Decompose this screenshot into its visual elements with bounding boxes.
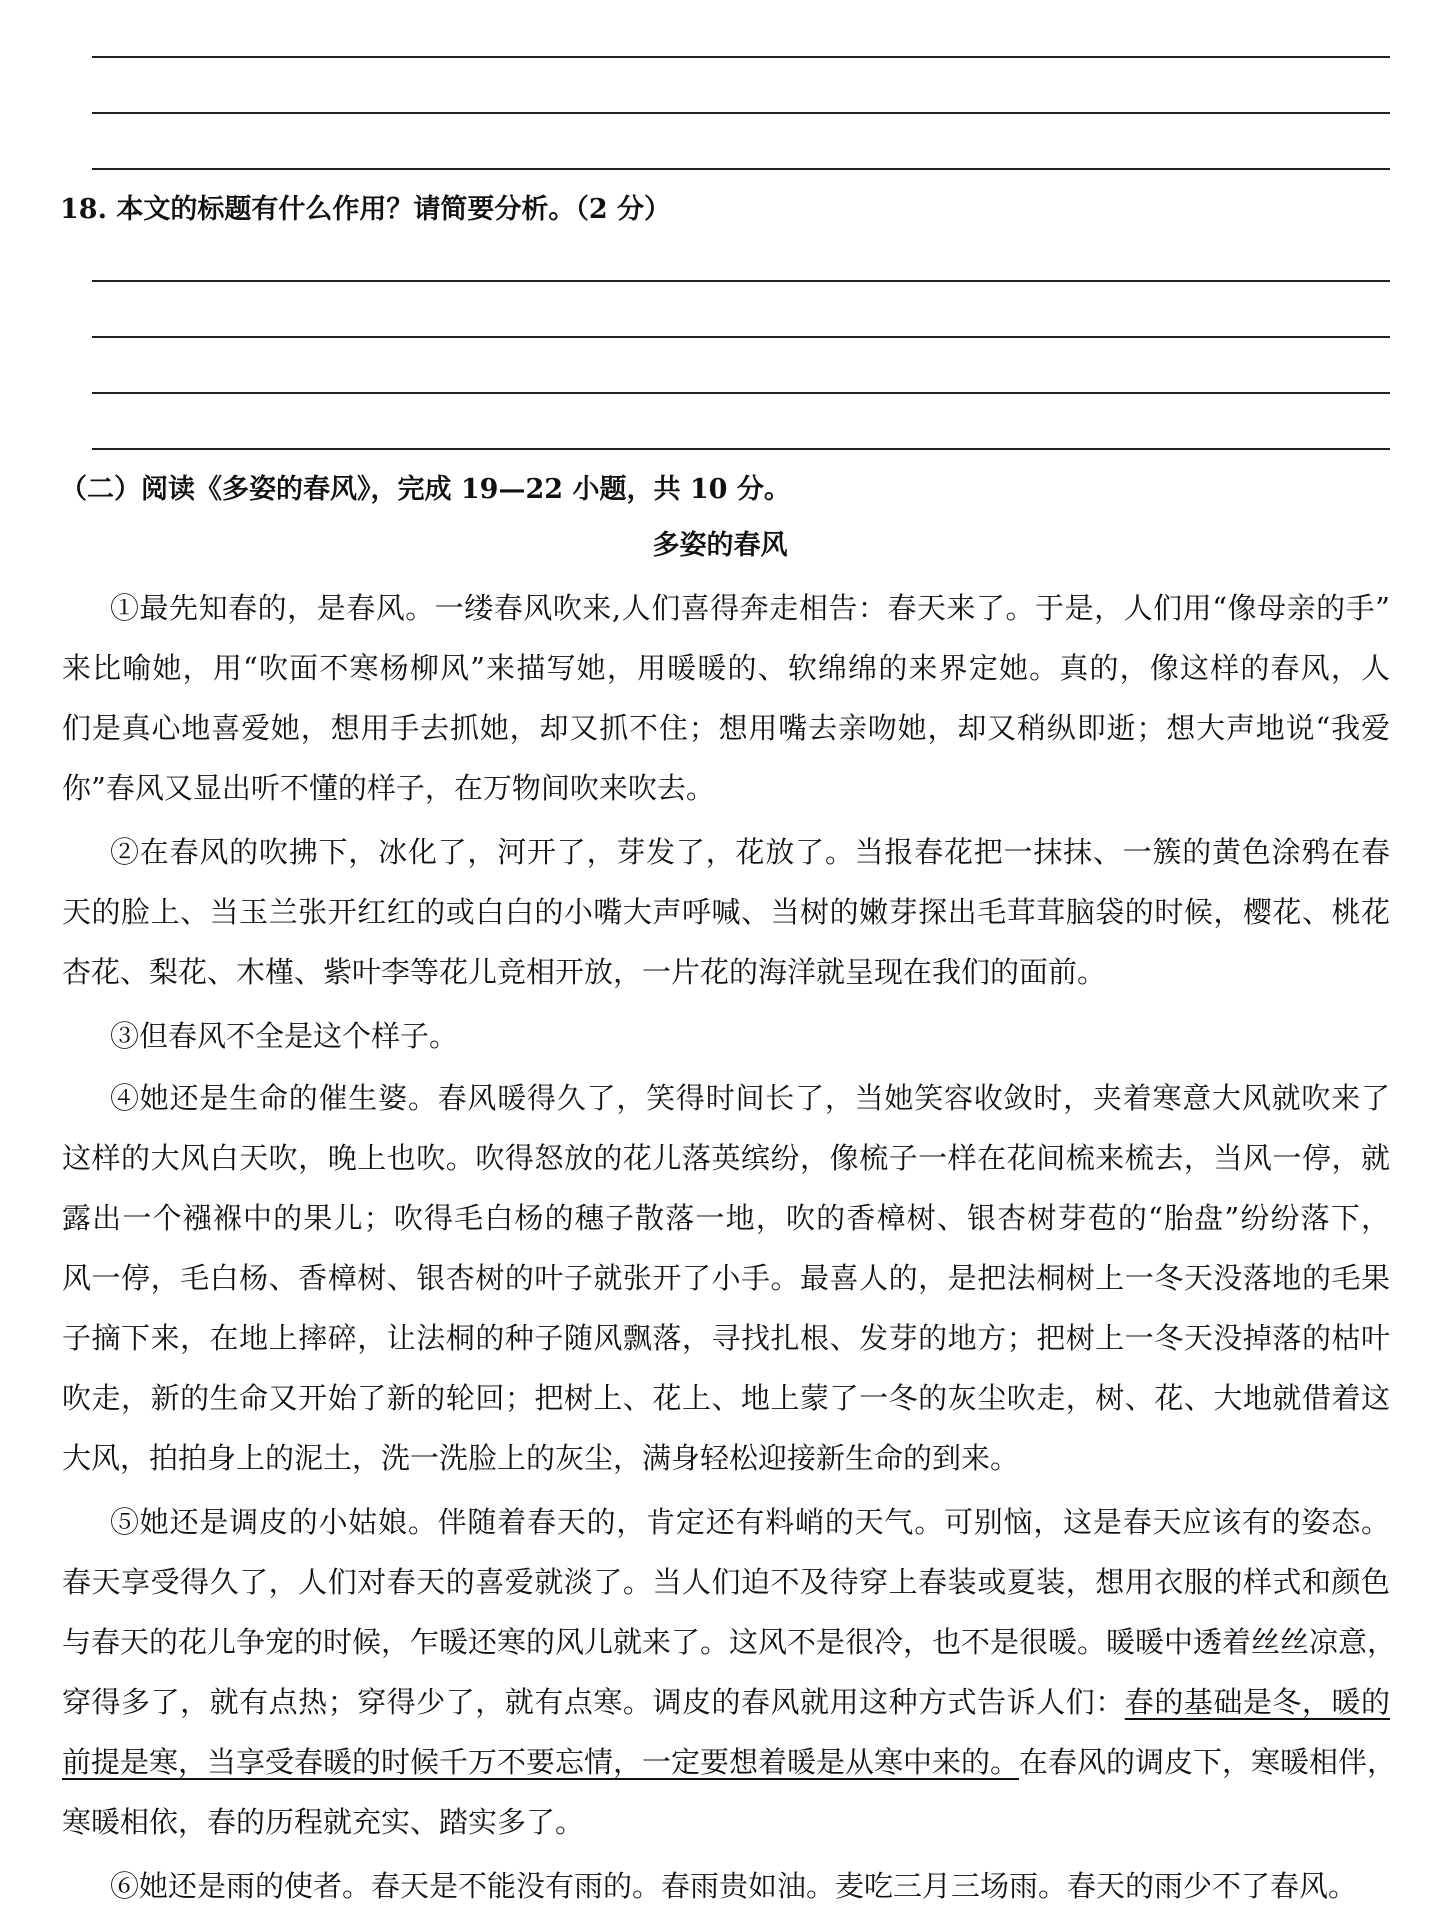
section-heading: （二）阅读《多姿的春风》，完成 19—22 小题，共 10 分。 bbox=[60, 474, 791, 505]
paragraph-line: 子摘下来，在地上摔碎，让法桐的种子随风飘落，寻找扎根、发芽的地方；把树上一冬天没掉落的枯叶 bbox=[62, 1321, 1390, 1355]
underlined-sentence: 前提是寒，当享受春暖的时候千万不要忘情，一定要想着暖是从寒中来的。 bbox=[62, 1745, 1020, 1779]
line-text: 穿得多了，就有点热；穿得少了，就有点寒。调皮的春风就用这种方式告诉人们： bbox=[62, 1685, 1125, 1719]
paragraph-line: ⑤她还是调皮的小姑娘。伴随着春天的，肯定还有料峭的天气。可别恼，这是春天应该有的姿态。 bbox=[110, 1505, 1390, 1539]
paragraph-line: ③但春风不全是这个样子。 bbox=[110, 1019, 459, 1053]
answer-line[interactable] bbox=[92, 112, 1390, 114]
line-text: 在春风的调皮下，寒暖相伴， bbox=[1019, 1745, 1397, 1779]
paragraph-line: ②在春风的吹拂下，冰化了，河开了，芽发了，花放了。当报春花把一抹抹、一簇的黄色涂鸦在春 bbox=[110, 835, 1390, 869]
underlined-sentence: 春的基础是冬，暖的 bbox=[1124, 1685, 1390, 1719]
paragraph-line: 杏花、梨花、木槿、紫叶李等花儿竞相开放，一片花的海洋就呈现在我们的面前。 bbox=[62, 955, 1107, 989]
article-title: 多姿的春风 bbox=[652, 530, 788, 561]
paragraph-line: 来比喻她，用“吹面不寒杨柳风”来描写她，用暖暖的、软绵绵的来界定她。真的，像这样的春风，人 bbox=[62, 651, 1390, 685]
answer-line[interactable] bbox=[92, 336, 1390, 338]
paragraph-line: 吹走，新的生命又开始了新的轮回；把树上、花上、地上蒙了一冬的灰尘吹走，树、花、大地就借着这 bbox=[62, 1381, 1390, 1415]
paragraph-line: 风一停，毛白杨、香樟树、银杏树的叶子就张开了小手。最喜人的，是把法桐树上一冬天没落地的毛果 bbox=[62, 1261, 1390, 1295]
answer-line[interactable] bbox=[92, 56, 1390, 58]
paragraph-line: 露出一个襁褓中的果儿；吹得毛白杨的穗子散落一地，吹的香樟树、银杏树芽苞的“胎盘”纷纷落下， bbox=[62, 1201, 1390, 1235]
paragraph-line: 大风，拍拍身上的泥土，洗一洗脸上的灰尘，满身轻松迎接新生命的到来。 bbox=[62, 1441, 1020, 1475]
paragraph-line: 你”春风又显出听不懂的样子，在万物间吹来吹去。 bbox=[62, 771, 715, 805]
paragraph-line bbox=[62, 1742, 1397, 1782]
paragraph-line: 与春天的花儿争宠的时候，乍暖还寒的风儿就来了。这风不是很冷，也不是很暖。暖暖中透着丝丝凉意， bbox=[62, 1625, 1397, 1659]
paragraph-line: 这样的大风白天吹，晚上也吹。吹得怒放的花儿落英缤纷，像梳子一样在花间梳来梳去，当风一停，就 bbox=[62, 1141, 1390, 1175]
paragraph-line: 天的脸上、当玉兰张开红红的或白白的小嘴大声呼喊、当树的嫩芽探出毛茸茸脑袋的时候，樱花、桃花 bbox=[62, 895, 1390, 929]
paragraph-line bbox=[62, 1682, 1390, 1722]
paragraph-line: 寒暖相依，春的历程就充实、踏实多了。 bbox=[62, 1805, 585, 1839]
paragraph-line: ⑥她还是雨的使者。春天是不能没有雨的。春雨贵如油。麦吃三月三场雨。春天的雨少不了春风。 bbox=[110, 1869, 1358, 1903]
paragraph-line: 春天享受得久了，人们对春天的喜爱就淡了。当人们迫不及待穿上春装或夏装，想用衣服的样式和颜色 bbox=[62, 1565, 1390, 1599]
answer-line[interactable] bbox=[92, 168, 1390, 170]
question-18: 18. 本文的标题有什么作用？请简要分析。（2 分） bbox=[60, 194, 672, 225]
answer-line[interactable] bbox=[92, 280, 1390, 282]
paragraph-line: ④她还是生命的催生婆。春风暖得久了，笑得时间长了，当她笑容收敛时，夹着寒意大风就吹来了 bbox=[110, 1081, 1390, 1115]
answer-line[interactable] bbox=[92, 392, 1390, 394]
paragraph-line: ①最先知春的，是春风。一缕春风吹来,人们喜得奔走相告：春天来了。于是，人们用“像母亲的手” bbox=[110, 591, 1390, 625]
answer-line[interactable] bbox=[92, 448, 1390, 450]
paragraph-line: 们是真心地喜爱她，想用手去抓她，却又抓不住；想用嘴去亲吻她，却又稍纵即逝；想大声地说“我爱 bbox=[62, 711, 1390, 745]
